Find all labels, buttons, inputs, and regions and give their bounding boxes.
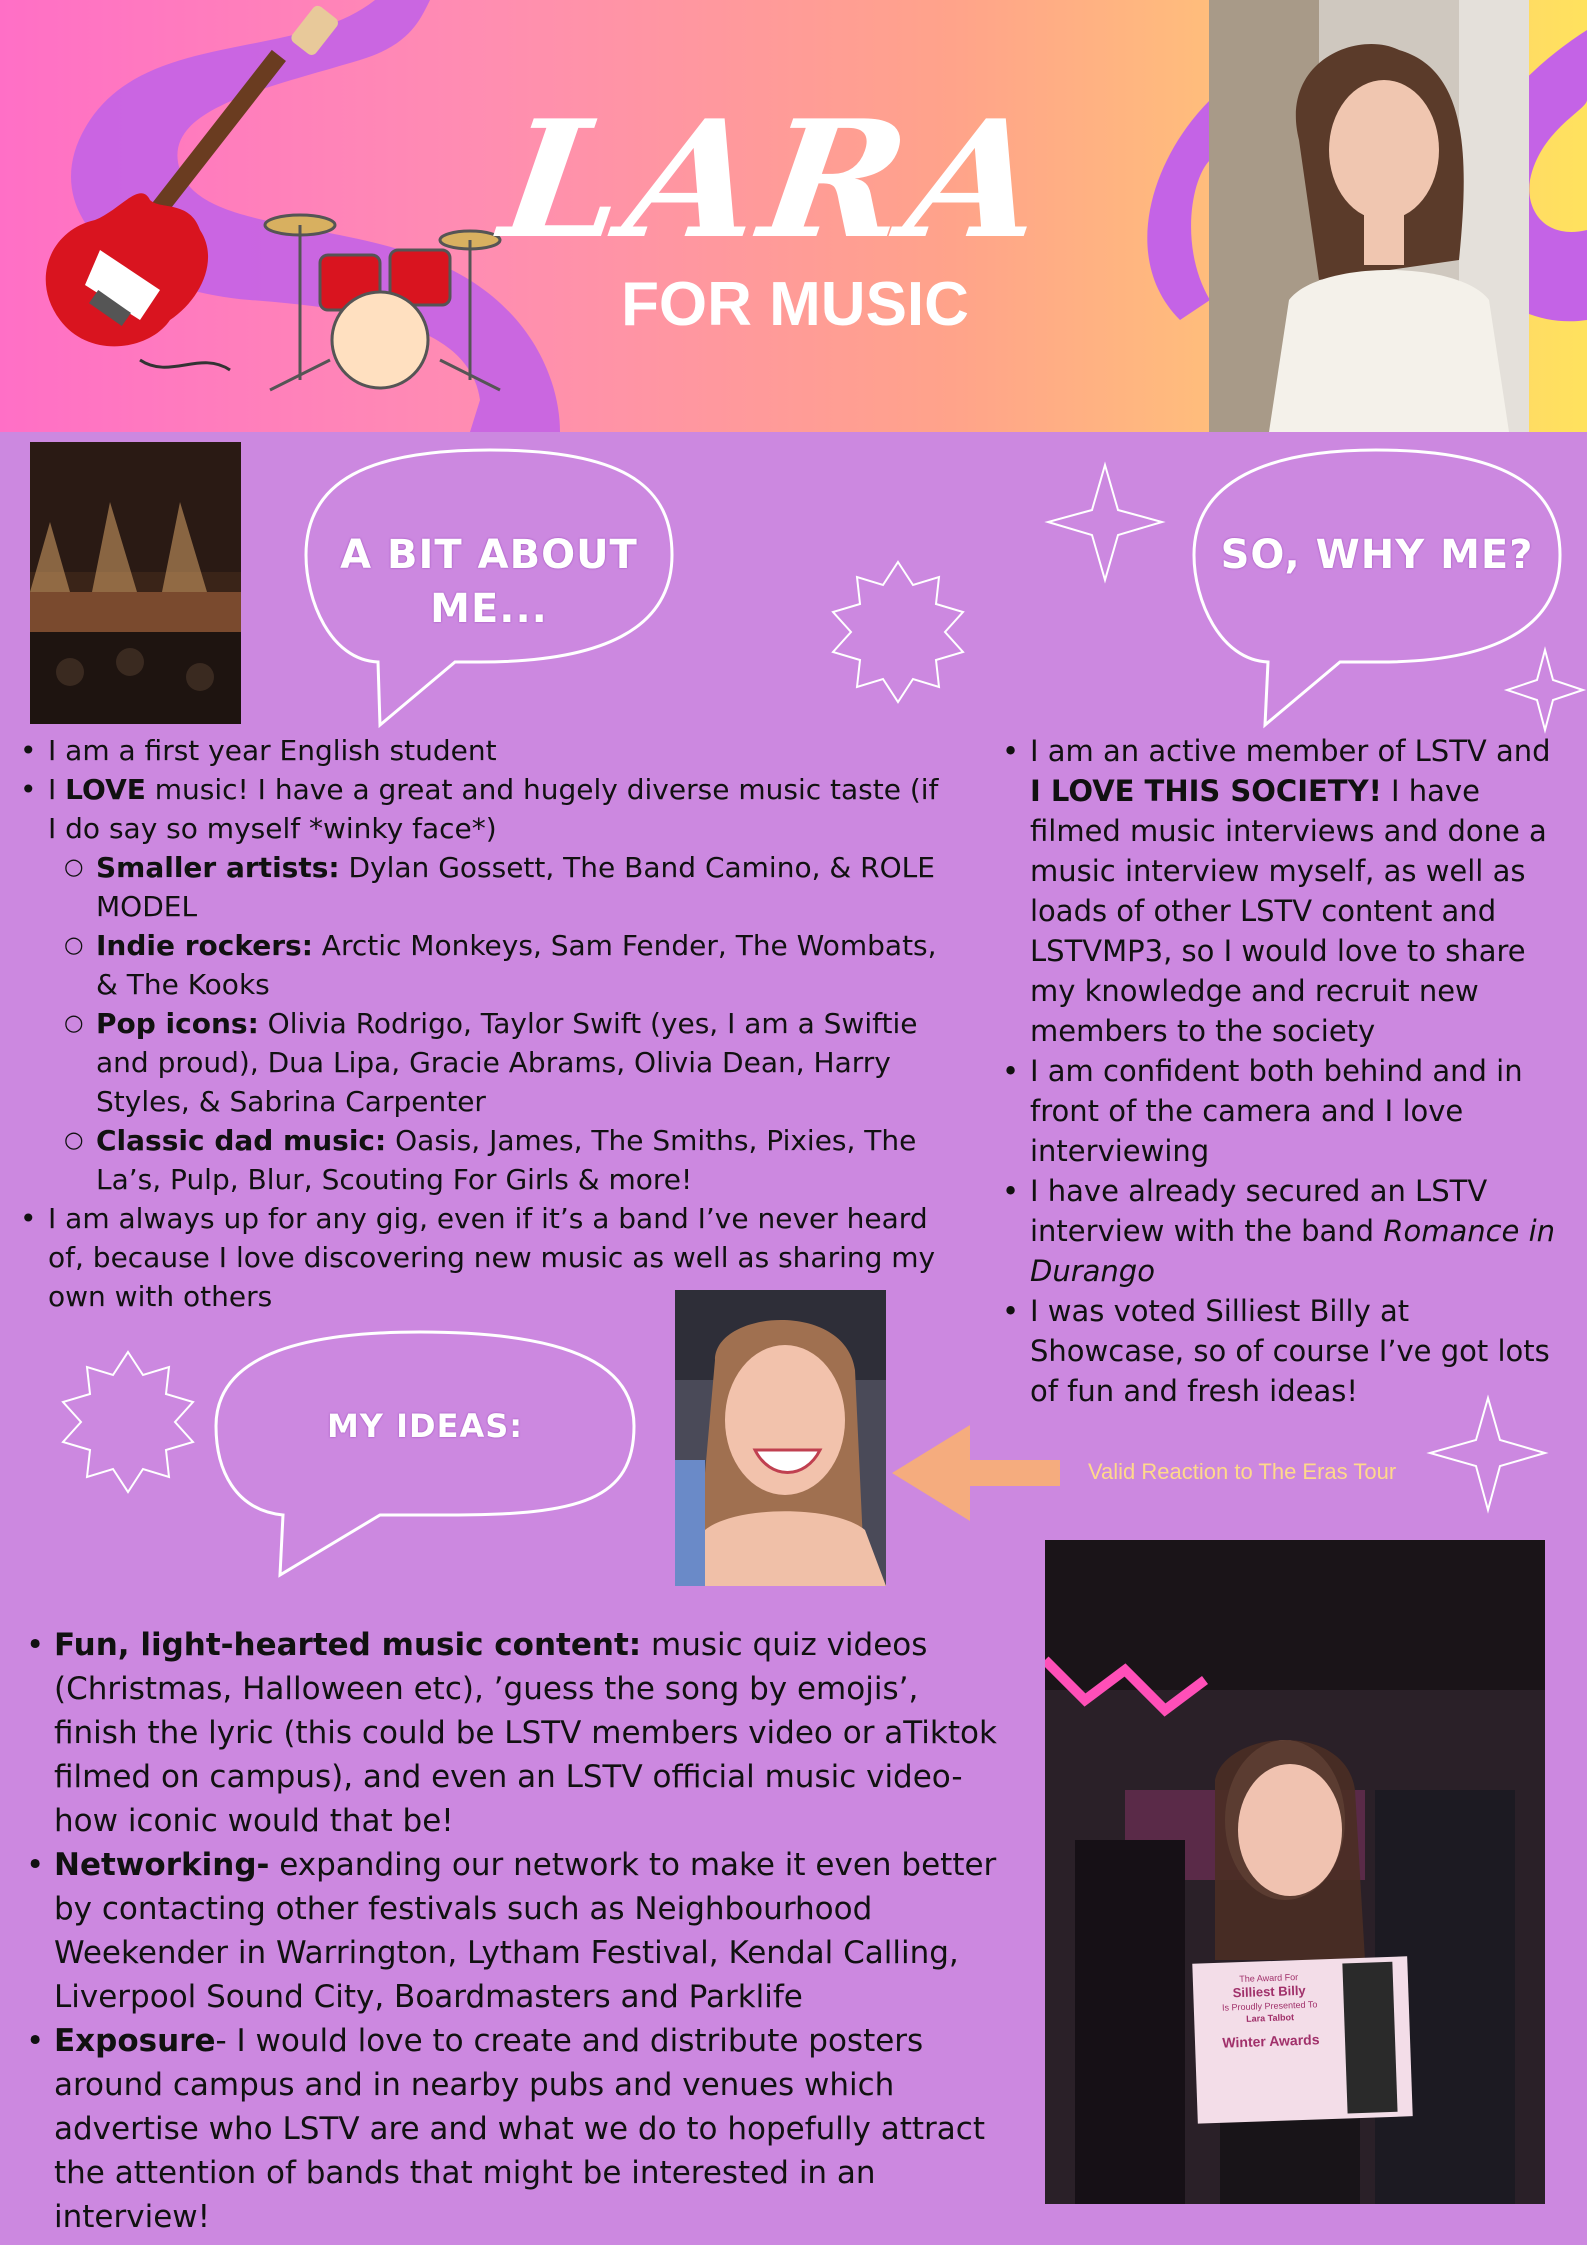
why-item-emphasis: I LOVE THIS SOCIETY! xyxy=(1030,774,1382,808)
why-list xyxy=(996,731,1556,1411)
genre-artists: Dylan Gossett, The Band Camino, & ROLE MODEL xyxy=(96,851,935,923)
ideas-list xyxy=(20,1623,1000,2239)
genre-list xyxy=(48,848,954,1199)
genre-item xyxy=(48,848,954,926)
sparkle-star-icon xyxy=(1430,1398,1545,1510)
why-item-text: I am confident both behind and in front of the camera and I love interviewing xyxy=(1030,1054,1523,1168)
speech-bubble-ideas xyxy=(216,1332,634,1575)
genre-label: Classic dad music: xyxy=(96,1124,387,1157)
bubble-ideas-label: MY IDEAS: xyxy=(326,1407,524,1445)
why-item xyxy=(996,1291,1556,1411)
burst-icon xyxy=(63,1352,193,1492)
band-name: Romance in Durango xyxy=(1030,1214,1556,1288)
award-line: Winter Awards xyxy=(1222,2031,1320,2051)
bubble-why-label: SO, WHY ME? xyxy=(1220,532,1534,578)
genre-item xyxy=(48,1004,954,1121)
why-item xyxy=(996,1171,1556,1291)
about-item-text: music! I have a great and hugely diverse music taste (if I do say so myself *winky face*) xyxy=(48,773,939,845)
idea-item xyxy=(20,1623,1000,1843)
about-item xyxy=(14,731,954,770)
about-item xyxy=(14,770,954,1199)
why-item-text: I have filmed music interviews and done a music interview myself, as well as loads of other LSTV content and LSTVMP3, so I would love to share my knowledge and recruit new members to the society xyxy=(1030,774,1547,1048)
award-line: Silliest Billy xyxy=(1232,1982,1306,2001)
idea-label: Fun, light-hearted music content: xyxy=(54,1627,642,1663)
idea-label: Networking- xyxy=(54,1847,270,1883)
genre-item xyxy=(48,1121,954,1199)
idea-item xyxy=(20,2019,1000,2239)
award-card xyxy=(1194,1969,1347,2060)
award-photo xyxy=(1045,1540,1545,2204)
about-list xyxy=(14,731,954,1316)
award-line: Lara Talbot xyxy=(1246,2012,1295,2024)
about-item-emphasis: LOVE xyxy=(65,773,146,806)
genre-label: Smaller artists: xyxy=(96,851,340,884)
photo-caption: Valid Reaction to The Eras Tour xyxy=(1088,1459,1397,1484)
award-line: The Award For xyxy=(1239,1971,1299,1985)
eras-tour-photo xyxy=(675,1290,886,1586)
sparkle-star-icon xyxy=(1048,465,1162,580)
speech-bubble-why xyxy=(1194,450,1560,725)
bubble-about-label: A BIT ABOUT ME... xyxy=(340,532,638,632)
genre-label: Indie rockers: xyxy=(96,929,313,962)
about-item-text: I xyxy=(48,773,66,806)
concert-photo xyxy=(30,442,241,724)
award-line: Is Proudly Presented To xyxy=(1221,1999,1318,2013)
genre-artists: Arctic Monkeys, Sam Fender, The Wombats, & The Kooks xyxy=(96,929,937,1001)
genre-artists: Oasis, James, The Smiths, Pixies, The La’s, Pulp, Blur, Scouting For Girls & more! xyxy=(96,1124,917,1196)
genre-item xyxy=(48,926,954,1004)
title-text: LARA xyxy=(491,85,1059,275)
arrow-left-icon xyxy=(892,1425,1060,1521)
genre-artists: Olivia Rodrigo, Taylor Swift (yes, I am a Swiftie and proud), Dua Lipa, Gracie Abrams, Olivia Dean, Harry Styles, & Sabrina Carpenter xyxy=(96,1007,918,1118)
why-item-text: I was voted Silliest Billy at Showcase, so of course I’ve got lots of fun and fresh ideas! xyxy=(1030,1294,1550,1408)
genre-label: Pop icons: xyxy=(96,1007,259,1040)
idea-text: music quiz videos (Christmas, Halloween etc), ’guess the song by emojis’, finish the lyric (this could be LSTV members video or aTiktok filmed on campus), and even an LSTV official music video- how iconic would that be! xyxy=(54,1627,997,1839)
subtitle-text: FOR MUSIC xyxy=(621,270,969,339)
idea-text: - I would love to create and distribute posters around campus and in nearby pubs and venues which advertise who LSTV are and what we do to hopefully attract the attention of bands that might be interested in an interview! xyxy=(54,2023,985,2235)
about-item-text: I am a first year English student xyxy=(48,734,497,767)
idea-item xyxy=(20,1843,1000,2019)
why-item xyxy=(996,1051,1556,1171)
idea-text: expanding our network to make it even better by contacting other festivals such as Neighbourhood Weekender in Warrington, Lytham Festival, Kendal Calling, Liverpool Sound City, Boardmasters and Parklife xyxy=(54,1847,997,2015)
burst-icon xyxy=(833,562,963,702)
why-item xyxy=(996,731,1556,1051)
why-item-text: I am an active member of LSTV and xyxy=(1030,734,1551,768)
sparkle-star-icon xyxy=(1507,650,1583,730)
why-item-text: I have already secured an LSTV interview with the band xyxy=(1030,1174,1488,1248)
about-item-text: I am always up for any gig, even if it’s a band I’ve never heard of, because I love discovering new music as well as sharing my own with others xyxy=(48,1202,936,1313)
idea-label: Exposure xyxy=(54,2023,216,2059)
